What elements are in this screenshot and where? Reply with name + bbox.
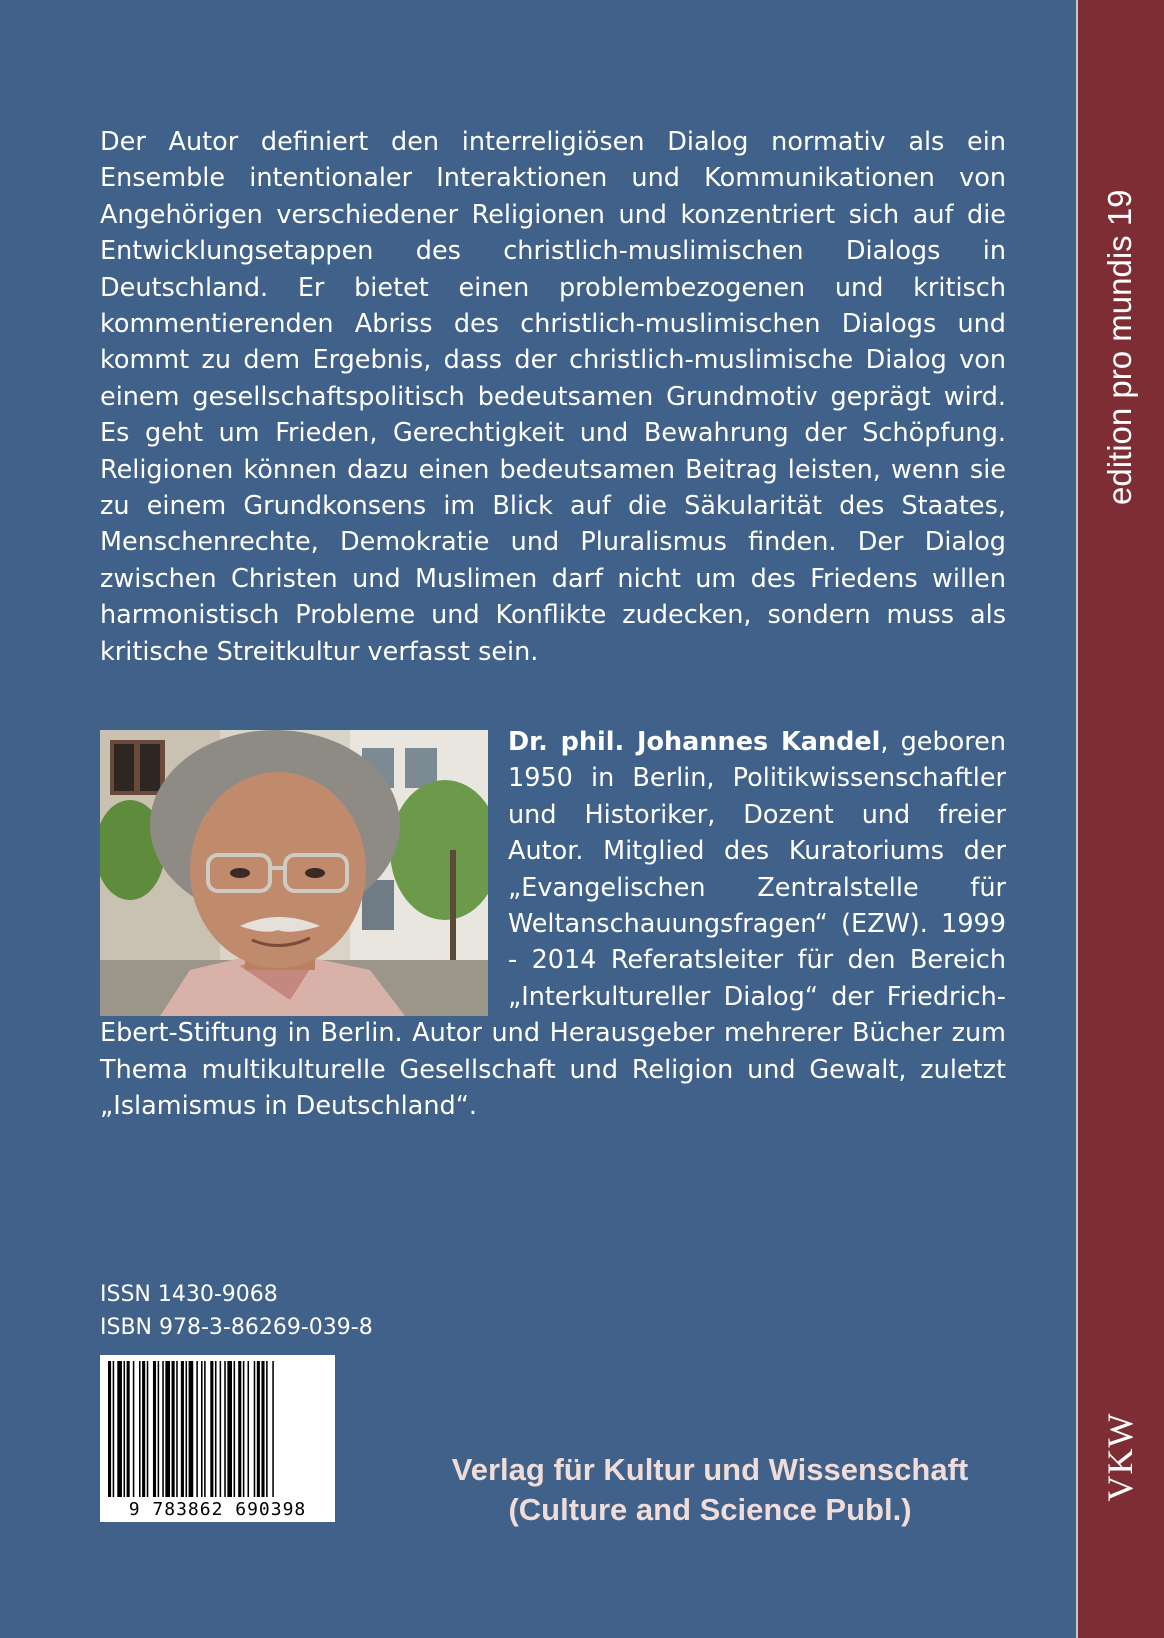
barcode-digits: 9 783862 690398 (128, 1499, 307, 1520)
author-bio (100, 724, 1006, 1124)
issn: ISSN 1430-9068 (100, 1282, 278, 1307)
spine-series-title: edition pro mundis 19 (1101, 189, 1138, 505)
blurb-text: Der Autor definiert den interreligiösen Dialog normativ als ein Ensemble intentionaler Interaktionen und Kommunikationen von Angehörigen verschiedener Religionen und konzentriert sich auf die Entwicklungsetappen des christlich-muslimischen Dialogs in Deutschland. Er bietet einen problembezogenen und kritisch kommentierenden Abriss des christlich-muslimischen Dialogs und kommt zu dem Ergebnis, dass der christlich-muslimische Dialog von einem gesellschaftspolitisch bedeutsamen Grundmotiv geprägt wird. Es geht um Frieden, Gerechtigkeit und Bewahrung der Schöpfung. Religionen können dazu einen bedeutsamen Beitrag leisten, wenn sie zu einem Grundkonsens im Blick auf die Säkularität des Staates, Menschenrechte, Demokratie und Pluralismus finden. Der Dialog zwischen Christen und Muslimen darf nicht um des Friedens willen harmonistisch Probleme und Konflikte zudecken, sondern muss als kritische Streitkultur verfasst sein. (100, 127, 1006, 667)
identifiers (100, 1278, 373, 1344)
author-bio-text: , geboren 1950 in Berlin, Politikwissenschaftler und Historiker, Dozent und freier Autor. Mitglied des Kuratoriums der „Evangelischen Zentralstelle für Weltanschauungsfragen“ (EZW). 1999 - 2014 Referatsleiter für den Bereich „Interkultureller Dialog“ der Friedrich-Ebert-Stiftung in Berlin. Autor und Herausgeber mehrerer Bücher zum Thema multikulturelle Gesellschaft und Religion und Gewalt, zuletzt „Islamismus in Deutschland“. (100, 727, 1006, 1122)
isbn: ISBN 978-3-86269-039-8 (100, 1315, 373, 1340)
publisher-subtitle: (Culture and Science Publ.) (508, 1492, 912, 1527)
publisher (420, 1450, 1000, 1530)
publisher-name: Verlag für Kultur und Wissenschaft (451, 1452, 969, 1487)
photo-spacer (100, 724, 508, 1014)
author-name: Dr. phil. Johannes Kandel (508, 727, 881, 757)
publisher-logo: VKW (1100, 1412, 1140, 1502)
barcode (100, 1355, 335, 1522)
